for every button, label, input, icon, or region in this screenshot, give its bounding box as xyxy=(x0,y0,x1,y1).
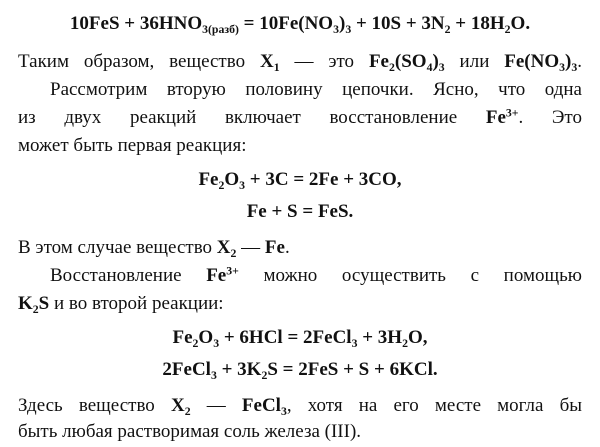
para-3-line-1-segment: Fe xyxy=(264,237,285,258)
paragraph-x1-conclusion xyxy=(18,50,582,74)
para-1-line-1-segment: 3 xyxy=(571,61,578,75)
eq-4-segment: 2 xyxy=(192,337,199,351)
para-1-line-1-segment: Fe(NO xyxy=(504,51,560,72)
eq-4-segment: + 6HCl = 2FeCl xyxy=(219,327,352,348)
para-4-line-2-segment: S xyxy=(38,293,50,314)
para-2-line-2-segment: 3+ xyxy=(505,106,519,120)
para-5-line-1-segment: , хотя на его месте могла бы xyxy=(286,395,583,416)
para-4-line-2-segment: 2 xyxy=(32,303,39,317)
paragraph-reduction-line-2 xyxy=(18,292,582,316)
para-1-line-1-segment: Таким образом, вещество xyxy=(18,51,260,72)
eq-3-segment: Fe + S = FeS. xyxy=(246,201,354,222)
paragraph-reduction-line-1 xyxy=(18,264,582,288)
eq-4-segment: Fe xyxy=(172,327,193,348)
para-5-line-1-segment: Здесь вещество xyxy=(18,395,171,416)
eq-1-segment: O. xyxy=(510,13,531,34)
eq-1-segment: 10FeS + 36HNO xyxy=(69,13,203,34)
para-2-line-2-segment: из двух реакций включает восстановление xyxy=(18,107,486,128)
para-1-line-1-segment: . xyxy=(577,51,582,72)
para-5-line-1-segment: X xyxy=(170,395,185,416)
eq-1-segment: = 10Fe(NO xyxy=(238,13,334,34)
para-1-line-1-segment: 4 xyxy=(426,61,433,75)
equation-fes-nitric-acid xyxy=(18,12,582,36)
equation-fe2o3-hcl xyxy=(18,326,582,350)
eq-5-segment: + 3K xyxy=(216,359,262,380)
para-3-line-1-segment: 2 xyxy=(230,247,237,261)
para-3-line-1-segment: В этом случае вещество xyxy=(18,237,217,258)
eq-2-segment: + 3C = 2Fe + 3CO, xyxy=(245,169,402,190)
para-1-line-1-segment: 3 xyxy=(438,61,445,75)
eq-2-segment: O xyxy=(224,169,240,190)
eq-4-segment: 2 xyxy=(402,337,408,351)
para-1-line-1-segment: (SO xyxy=(394,51,427,72)
paragraph-x2-fecl3-line-2 xyxy=(18,420,582,444)
para-1-line-1-segment: 2 xyxy=(388,61,395,75)
eq-4-segment: 3 xyxy=(351,337,358,351)
para-5-line-1-segment: — xyxy=(190,395,242,416)
paragraph-second-half-line-1 xyxy=(18,78,582,102)
para-5-line-2-segment: быть любая растворимая соль железа (III). xyxy=(18,421,362,442)
para-1-line-1-segment: 3 xyxy=(559,61,566,75)
eq-5-segment: 3 xyxy=(210,369,217,383)
para-4-line-1-segment: Восстановление xyxy=(50,265,207,286)
para-1-line-1-segment: ) xyxy=(432,51,439,72)
para-1-line-1-segment: Fe xyxy=(368,51,389,72)
para-1-line-1-segment: 1 xyxy=(273,61,280,75)
paragraph-x2-fecl3-line-1 xyxy=(18,394,582,418)
eq-5-segment: S = 2FeS + S + 6KCl. xyxy=(267,359,438,380)
eq-4-segment: + 3H xyxy=(357,327,403,348)
para-4-line-1-segment: Fe xyxy=(206,265,227,286)
eq-4-segment: O, xyxy=(407,327,428,348)
eq-1-segment: 3 xyxy=(345,23,352,37)
paragraph-second-half-line-2 xyxy=(18,106,582,130)
eq-1-segment: ) xyxy=(338,13,346,34)
para-3-line-1-segment: X xyxy=(216,237,231,258)
para-4-line-1-segment: можно осуществить с помощью xyxy=(238,265,582,286)
para-1-line-1-segment: — это xyxy=(279,51,369,72)
para-5-line-1-segment: 2 xyxy=(184,405,191,419)
eq-1-segment: 3 xyxy=(333,23,339,37)
equation-fe2o3-carbon xyxy=(18,168,582,192)
eq-4-segment: O xyxy=(198,327,214,348)
para-2-line-1-segment: Рассмотрим вторую половину цепочки. Ясно, что одна xyxy=(50,79,582,100)
eq-1-segment: + 18H xyxy=(450,13,505,34)
para-3-line-1-segment: — xyxy=(236,237,265,258)
para-4-line-2-segment: K xyxy=(18,293,33,314)
equation-fe-sulfur xyxy=(18,200,582,224)
equation-fecl3-k2s xyxy=(18,358,582,382)
para-2-line-3-segment: может быть первая реакция: xyxy=(18,135,247,156)
para-2-line-2-segment: Fe xyxy=(485,107,506,128)
para-4-line-2-segment: и во второй реакции: xyxy=(49,293,224,314)
para-1-line-1-segment: ) xyxy=(565,51,572,72)
eq-4-segment: 3 xyxy=(213,337,220,351)
eq-5-segment: 2FeCl xyxy=(162,359,211,380)
eq-1-segment: + 10S + 3N xyxy=(351,13,445,34)
eq-1-segment: 2 xyxy=(444,23,451,37)
eq-2-segment: 2 xyxy=(218,179,225,193)
para-2-line-2-segment: . Это xyxy=(518,107,582,128)
paragraph-x2-fe xyxy=(18,236,582,260)
para-1-line-1-segment: X xyxy=(259,51,274,72)
para-5-line-1-segment: 3 xyxy=(280,405,287,419)
para-4-line-1-segment: 3+ xyxy=(226,264,239,278)
para-5-line-1-segment: FeCl xyxy=(241,395,281,416)
para-3-line-1-segment: . xyxy=(284,237,290,258)
paragraph-second-half-line-3 xyxy=(18,134,582,158)
eq-2-segment: 3 xyxy=(239,179,246,193)
eq-2-segment: Fe xyxy=(198,169,219,190)
eq-1-segment: 3(разб) xyxy=(202,23,239,37)
eq-5-segment: 2 xyxy=(261,369,268,383)
eq-1-segment: 2 xyxy=(504,23,511,37)
para-1-line-1-segment: или xyxy=(444,51,505,72)
